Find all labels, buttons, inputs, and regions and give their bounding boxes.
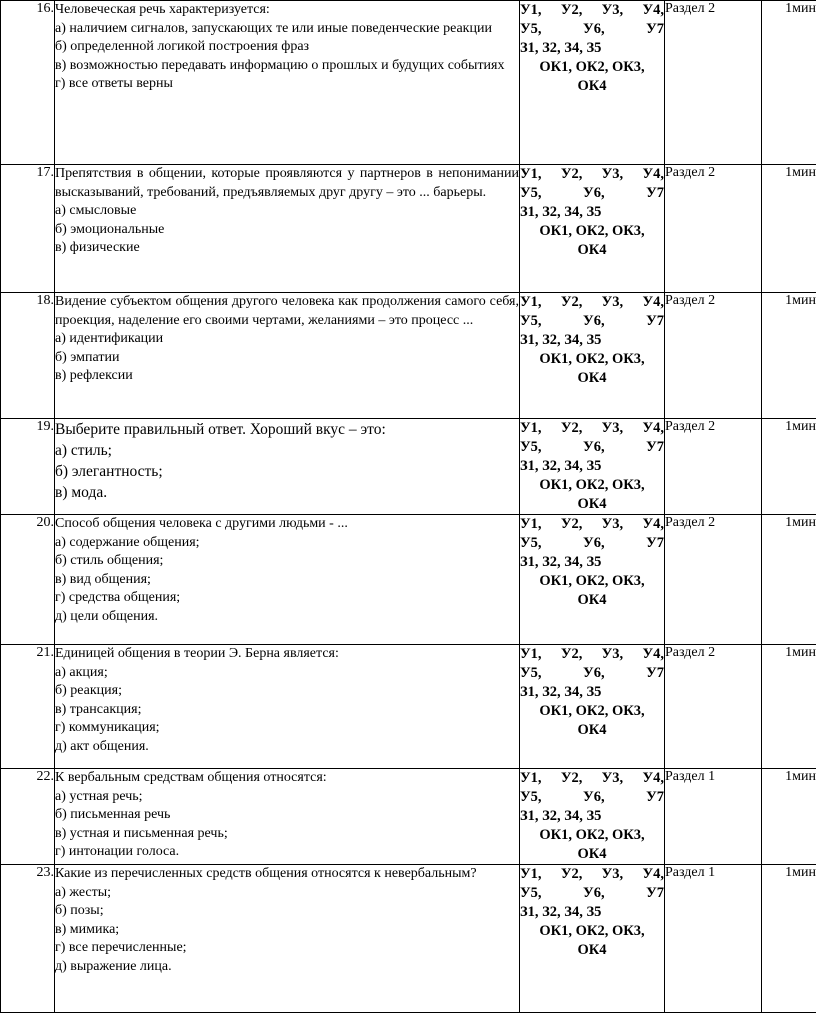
table-row <box>1 419 816 515</box>
answer-option: в) вид общения; <box>55 571 151 587</box>
competency-line: У1, У2, У3, У4, <box>520 866 664 882</box>
answer-option: в) трансакция; <box>55 701 142 717</box>
answer-option: а) устная речь; <box>55 788 143 804</box>
question-cell <box>55 165 520 293</box>
competency-line: ОК1, ОК2, ОК3, <box>539 59 645 75</box>
time-label: 1мин <box>762 1 816 165</box>
answer-option: в) мода. <box>55 484 108 501</box>
answer-option: а) акция; <box>55 664 108 680</box>
competencies-cell <box>520 645 665 769</box>
competency-line: З1, З2, З4, З5 <box>520 40 602 56</box>
question-text: Препятствия в общении, которые проявляются у партнеров в непонимании высказываний, требований, предъявляемых друг другу – это ... барьеры. <box>55 166 519 200</box>
competencies-cell <box>520 1 665 165</box>
answer-option: б) эмпатии <box>55 349 120 365</box>
section-label: Раздел 2 <box>665 645 762 769</box>
question-text: Выберите правильный ответ. Хороший вкус – это: <box>55 421 386 438</box>
table-row <box>1 645 816 769</box>
question-number: 22. <box>1 769 55 865</box>
competency-line: ОК1, ОК2, ОК3, <box>539 223 645 239</box>
time-label: 1мин <box>762 865 816 1013</box>
competency-line: ОК4 <box>577 846 607 862</box>
competency-line: ОК4 <box>577 78 607 94</box>
competency-line: У5, У6, У7 <box>520 665 664 681</box>
answer-option: а) жесты; <box>55 884 112 900</box>
table-row <box>1 1 816 165</box>
competency-line: З1, З2, З4, З5 <box>520 332 602 348</box>
question-text: Способ общения человека с другими людьми - ... <box>55 516 348 531</box>
competencies-cell <box>520 293 665 419</box>
answer-option: д) выражение лица. <box>55 958 172 974</box>
section-label: Раздел 2 <box>665 1 762 165</box>
competency-line: ОК1, ОК2, ОК3, <box>539 923 645 939</box>
competency-line: ОК4 <box>577 942 607 958</box>
answer-option: г) все ответы верны <box>55 76 173 92</box>
question-text: Единицей общения в теории Э. Берна является: <box>55 646 339 661</box>
answer-option: б) элегантность; <box>55 463 163 480</box>
competency-line: У5, У6, У7 <box>520 313 664 329</box>
answer-option: а) стиль; <box>55 442 112 459</box>
answer-option: б) определенной логикой построения фраз <box>55 39 310 55</box>
competency-line: У5, У6, У7 <box>520 885 664 901</box>
question-cell <box>55 645 520 769</box>
question-number: 23. <box>1 865 55 1013</box>
competency-line: У5, У6, У7 <box>520 439 664 455</box>
table-row <box>1 865 816 1013</box>
section-label: Раздел 2 <box>665 515 762 645</box>
time-label: 1мин <box>762 165 816 293</box>
answer-option: а) содержание общения; <box>55 534 200 550</box>
section-label: Раздел 2 <box>665 165 762 293</box>
competency-line: У5, У6, У7 <box>520 21 664 37</box>
competency-line: У5, У6, У7 <box>520 789 664 805</box>
answer-option: д) акт общения. <box>55 738 149 754</box>
answer-option: б) реакция; <box>55 683 122 699</box>
question-cell <box>55 293 520 419</box>
question-number: 18. <box>1 293 55 419</box>
table-row <box>1 293 816 419</box>
time-label: 1мин <box>762 769 816 865</box>
competencies-cell <box>520 419 665 515</box>
competency-line: У5, У6, У7 <box>520 535 664 551</box>
competency-line: У1, У2, У3, У4, <box>520 294 664 310</box>
answer-option: в) возможностью передавать информацию о прошлых и будущих событиях <box>55 57 505 73</box>
competency-line: З1, З2, З4, З5 <box>520 554 602 570</box>
answer-option: б) эмоциональные <box>55 221 165 237</box>
answer-option: г) интонации голоса. <box>55 844 180 860</box>
question-cell <box>55 865 520 1013</box>
section-label: Раздел 1 <box>665 769 762 865</box>
section-label: Раздел 2 <box>665 419 762 515</box>
competency-line: У1, У2, У3, У4, <box>520 2 664 18</box>
answer-option: б) стиль общения; <box>55 553 164 569</box>
competency-line: У1, У2, У3, У4, <box>520 516 664 532</box>
time-label: 1мин <box>762 645 816 769</box>
time-label: 1мин <box>762 515 816 645</box>
table-row <box>1 769 816 865</box>
section-label: Раздел 2 <box>665 293 762 419</box>
question-text: Видение субъектом общения другого человека как продолжения самого себя, проекция, наделение его своими чертами, желаниями – это процесс ... <box>55 294 519 328</box>
competency-line: У1, У2, У3, У4, <box>520 646 664 662</box>
question-number: 16. <box>1 1 55 165</box>
answer-option: б) письменная речь <box>55 807 171 823</box>
question-cell <box>55 419 520 515</box>
answer-option: в) мимика; <box>55 921 120 937</box>
answer-option: в) рефлексии <box>55 368 133 384</box>
competency-line: ОК1, ОК2, ОК3, <box>539 477 645 493</box>
question-text: Какие из перечисленных средств общения относятся к невербальным? <box>55 866 477 881</box>
competency-line: ОК4 <box>577 242 607 258</box>
question-cell <box>55 515 520 645</box>
competency-line: ОК1, ОК2, ОК3, <box>539 827 645 843</box>
competency-line: З1, З2, З4, З5 <box>520 808 602 824</box>
question-cell <box>55 769 520 865</box>
question-text: Человеческая речь характеризуется: <box>55 2 270 17</box>
answer-option: д) цели общения. <box>55 608 159 624</box>
time-label: 1мин <box>762 419 816 515</box>
competency-line: ОК4 <box>577 722 607 738</box>
competencies-cell <box>520 865 665 1013</box>
competencies-cell <box>520 165 665 293</box>
competency-line: У1, У2, У3, У4, <box>520 166 664 182</box>
question-number: 17. <box>1 165 55 293</box>
answer-option: б) позы; <box>55 903 104 919</box>
answer-option: в) физические <box>55 240 140 256</box>
competency-line: У5, У6, У7 <box>520 185 664 201</box>
competency-line: ОК4 <box>577 496 607 512</box>
competency-line: ОК4 <box>577 370 607 386</box>
answer-option: г) коммуникация; <box>55 720 160 736</box>
competency-line: У1, У2, У3, У4, <box>520 420 664 436</box>
competency-line: ОК1, ОК2, ОК3, <box>539 351 645 367</box>
competencies-cell <box>520 515 665 645</box>
competency-line: У1, У2, У3, У4, <box>520 770 664 786</box>
table-row <box>1 515 816 645</box>
answer-option: г) все перечисленные; <box>55 940 187 956</box>
competency-line: ОК1, ОК2, ОК3, <box>539 573 645 589</box>
competency-line: ОК4 <box>577 592 607 608</box>
competency-line: ОК1, ОК2, ОК3, <box>539 703 645 719</box>
competency-line: З1, З2, З4, З5 <box>520 904 602 920</box>
question-number: 20. <box>1 515 55 645</box>
question-number: 21. <box>1 645 55 769</box>
competency-line: З1, З2, З4, З5 <box>520 458 602 474</box>
answer-option: а) идентификации <box>55 331 164 347</box>
table-row <box>1 165 816 293</box>
answer-option: г) средства общения; <box>55 590 181 606</box>
question-text: К вербальным средствам общения относятся: <box>55 770 327 785</box>
competency-line: З1, З2, З4, З5 <box>520 684 602 700</box>
answer-option: в) устная и письменная речь; <box>55 825 228 841</box>
competencies-cell <box>520 769 665 865</box>
answer-option: а) наличием сигналов, запускающих те или иные поведенческие реакции <box>55 20 492 36</box>
section-label: Раздел 1 <box>665 865 762 1013</box>
answer-option: а) смысловые <box>55 203 137 219</box>
question-number: 19. <box>1 419 55 515</box>
time-label: 1мин <box>762 293 816 419</box>
competency-line: З1, З2, З4, З5 <box>520 204 602 220</box>
question-cell <box>55 1 520 165</box>
